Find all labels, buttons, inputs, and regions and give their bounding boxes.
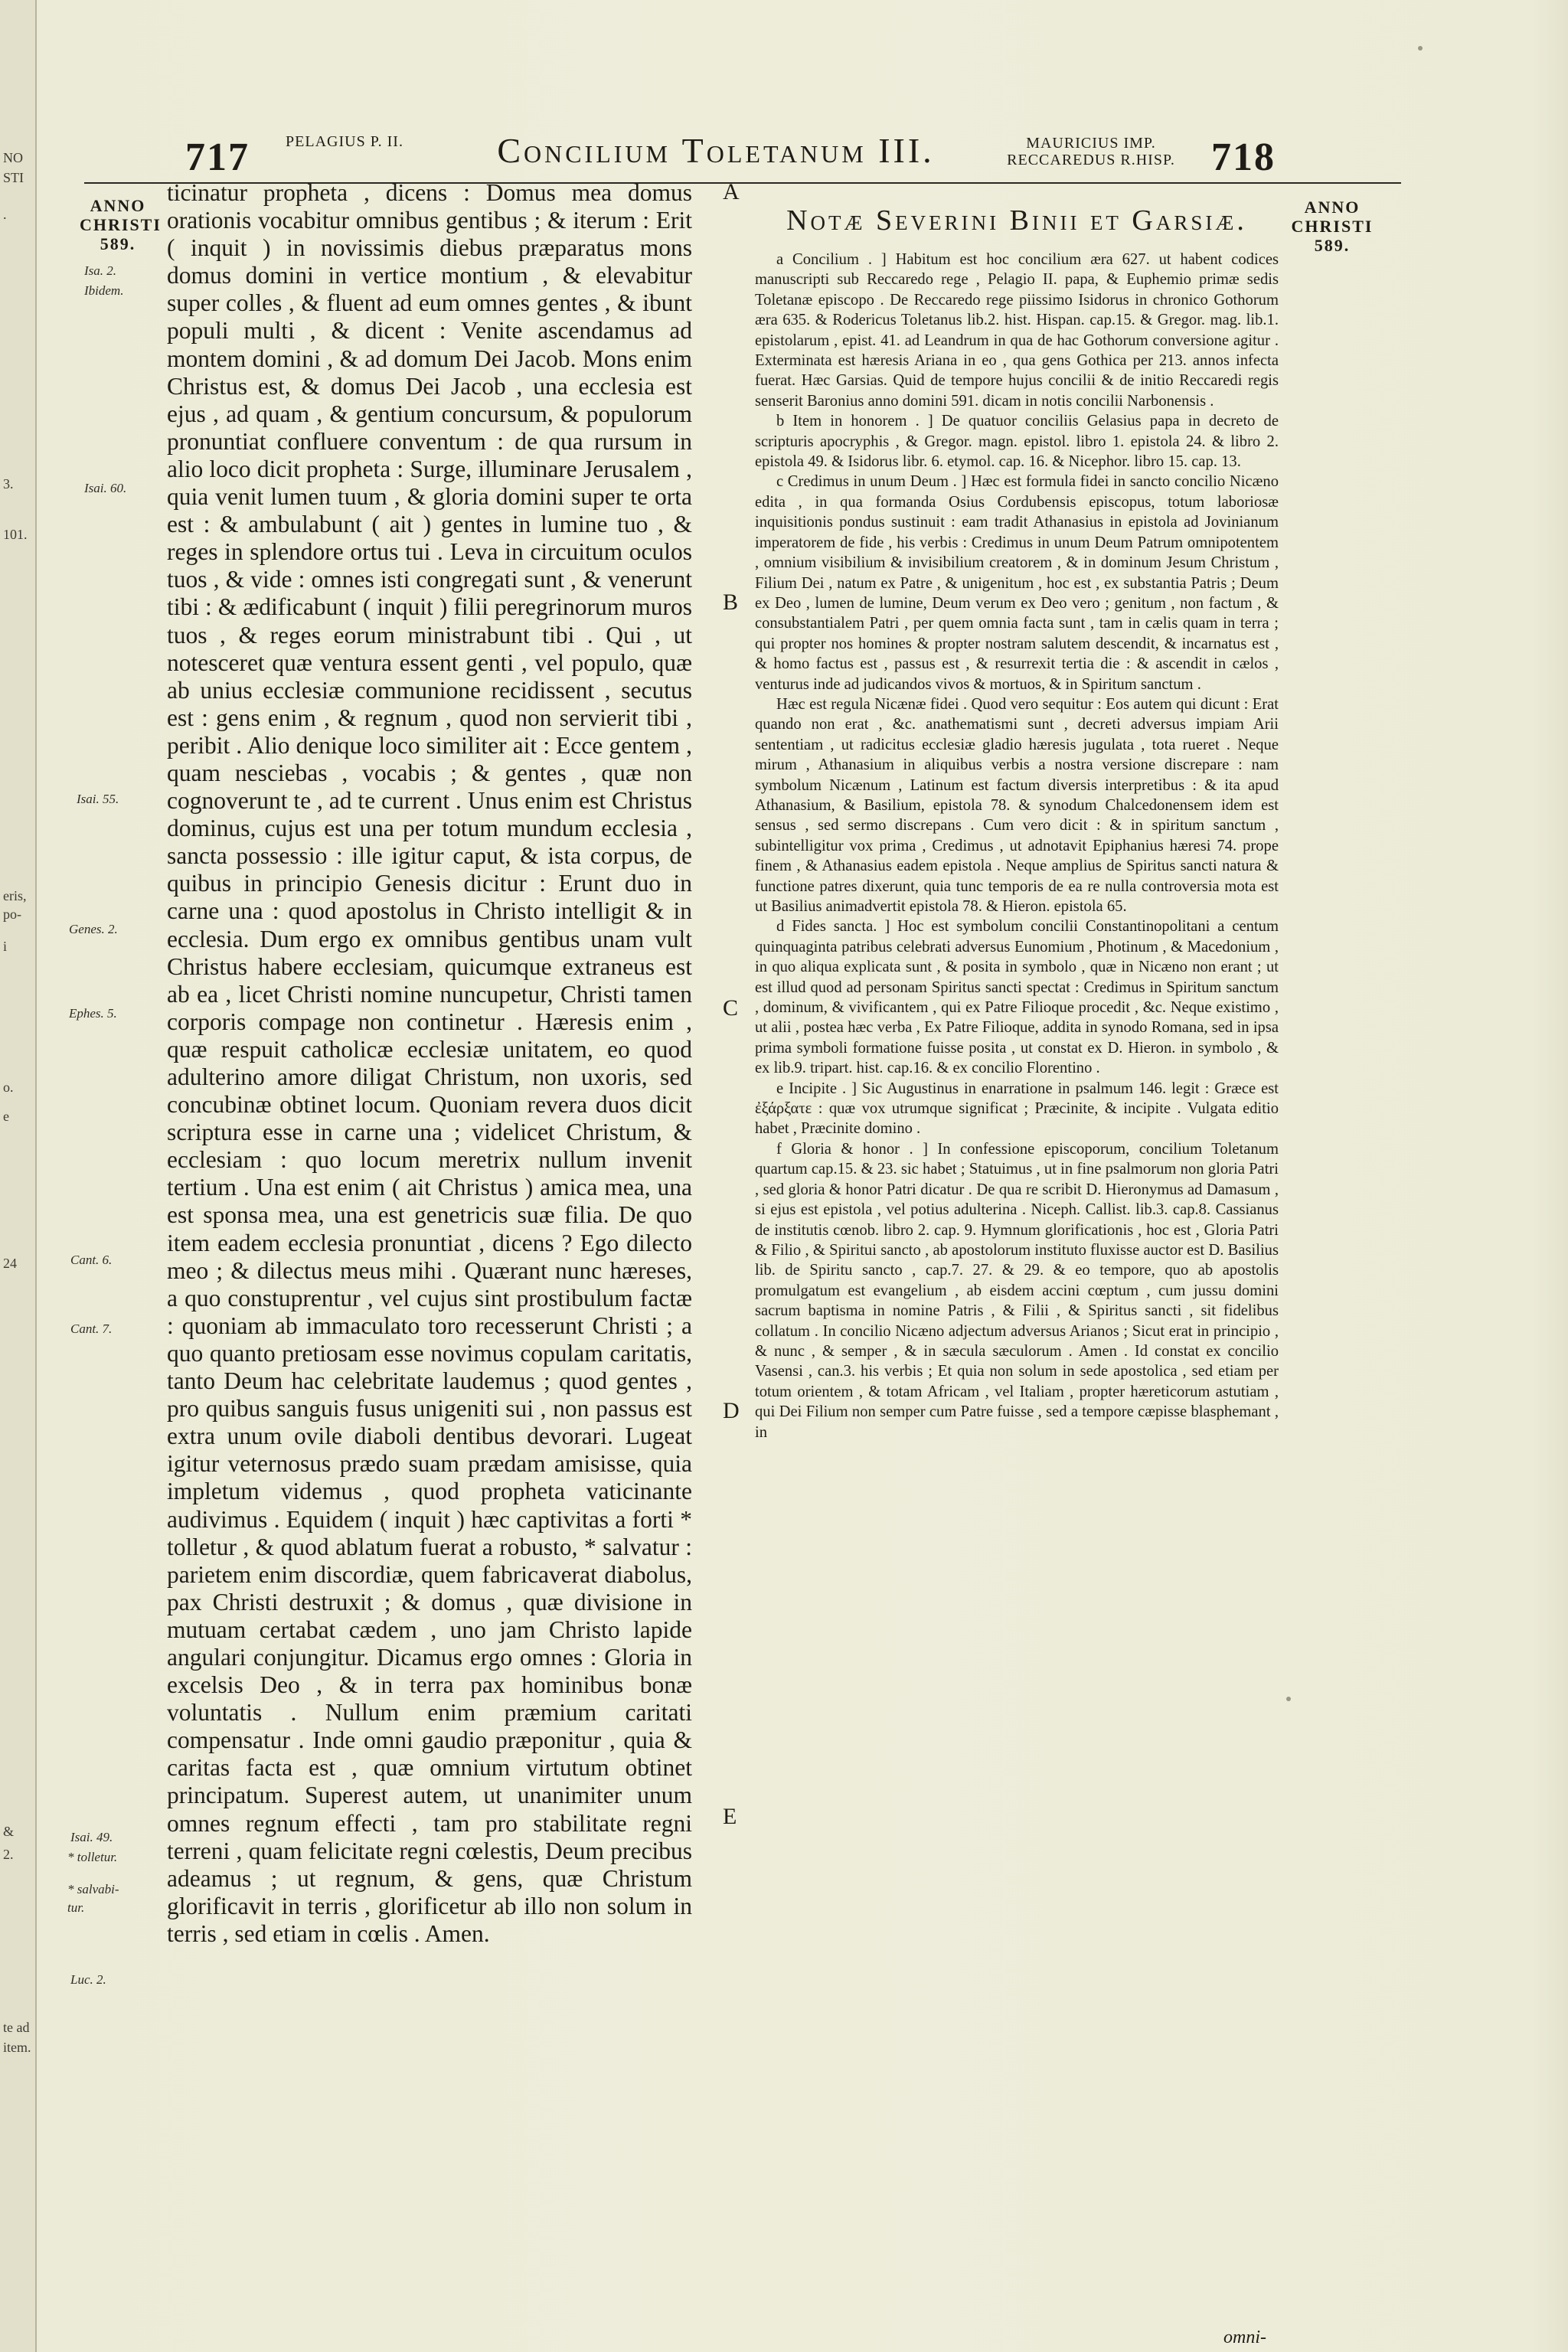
margin-ref: Cant. 6. bbox=[70, 1253, 113, 1267]
note-c-continued: Hæc est regula Nicænæ fidei . Quod vero sequitur : Eos autem qui dicunt : Erat quando non erat , &c. anathematismi sunt , decreti adversus impiam Arii sententiam , ut radicitus ecclesiæ gladio hæresis jugulata , tota rueret . Neque mirum , Athanasium in aliquibus verbis a nostra versione discrepare : nam symbolum Nicænum , Latinum est factum diversis interpretibus : & ita apud Athanasium, & Basilium, epistola 78. & synodum Chalcedonensem idem est sensus , sed sermo discrepans . Cum vero dicit : & in spiritum sanctum , subintelligitur vox prima , Credimus , ut adnotavit Epiphanius hæresi 74. prope finem , & Athanasius eadem epistola . Neque amplius de Spiritus sancti natura & functione patres dixerunt, quia tunc temporis de ea re nulla controversia mota est ut Basilius animadvertit epistola 78. & Hieron. epistola 65. bbox=[755, 695, 1279, 915]
notes-title: Notæ Severini Binii et Garsiæ. bbox=[786, 204, 1247, 237]
prev-fragment: po- bbox=[3, 906, 21, 922]
note-b: b Item in honorem . ] De quatuor conciliis Gelasius papa in decreto de scripturis apocryphis , & Gregor. magn. epistol. libro 1. epistola 24. & libro 2. epistola 49. & Isidorus libr. 6. etymol. cap. 16. & Nicephor. libro 15. cap. 13. bbox=[755, 413, 1279, 471]
margin-ref: tur. bbox=[67, 1900, 85, 1915]
note-a: a Concilium . ] Habitum est hoc concilium æra 627. ut habent codices manuscripti sub Reccaredo rege , Pelagio II. papa, & Euphemio primæ sedis Toletanæ episcopo . De Reccaredo rege piissimo Isidorus in chronico Gothorum æra 635. & Rodericus Toletanus lib.2. hist. Hispan. cap.15. & Gregor. mag. lib.1. epistolarum , epist. 41. ad Leandrum in qua de hac Gothorum conversione agitur . Exterminata est hæresis Ariana in eo , qua gens Gothica per 213. annos infecta fuerat. Hæc Garsias. Quid de tempore hujus concilii & de initio Reccaredi regis senserit Baronius anno domini 591. dicam in notis concilii Narbonensis . bbox=[755, 251, 1279, 410]
margin-ref: Isai. 60. bbox=[84, 481, 127, 495]
prev-fragment: item. bbox=[3, 2040, 31, 2055]
left-running-note: PELAGIUS P. II. bbox=[286, 133, 403, 150]
prev-fragment: . bbox=[3, 207, 7, 222]
page-title: Concilium Toletanum III. bbox=[497, 131, 935, 170]
catchword: omni- bbox=[1223, 2328, 1266, 2347]
previous-page-edge bbox=[0, 0, 37, 2352]
notes-list bbox=[755, 250, 1279, 1442]
margin-ref: Isa. 2. bbox=[84, 263, 117, 278]
prev-fragment: & bbox=[3, 1824, 15, 1839]
right-running-note: MAURICIUS IMP. RECCAREDUS R.HISP. bbox=[1007, 135, 1175, 168]
prev-fragment: 101. bbox=[3, 527, 28, 542]
prev-fragment: STI bbox=[3, 170, 24, 185]
note-e: e Incipite . ] Sic Augustinus in enarratione in psalmum 146. legit : Græce est ἐξάρξατε : quæ vox utrumque significat ; Præcinite, & incipite . Vulgata editio habet , Præcinite domino . bbox=[755, 1080, 1279, 1138]
prev-fragment: NO bbox=[3, 150, 23, 165]
note-f: f Gloria & honor . ] In confessione episcoporum, concilium Toletanum quartum cap.15. & 23. sic habet ; Statuimus , ut in fine psalmorum non gloria Patri , sed gloria & honor Patri dicatur . De qua re scribit D. Hieronymus ad Damasum , si ejus est epistola , vel potius adulterina . Niceph. Callist. lib.3. cap.8. Cassianus de institutis cœnob. libro 2. cap. 9. Hymnum glorificationis , hoc est , Gloria Patri & Filio , & Spiritui sancto , ab apostolorum instituto fluxisse auctor est D. Basilius lib. de Spiritu sancto , cap.7. 27. & 29. & eo tempore, quo ab apostolis promulgatum est evangelium , ab eisdem accini cœptum , cum jussu domini sacrum baptisma in nomine Patris , & Filii , & Spiritus sancti , sit fidelibus collatum . In concilio Nicæno adjectum adversus Arianos ; Sicut erat in principio , & nunc , & semper , & in sæcula sæculorum . Amen . Id constat ex concilio Vasensi , can.3. his verbis ; Et quia non solum in sede apostolica , sed etiam per totum orientem , & totam Africam , vel Italiam , propter hæreticorum astutiam , qui Dei Filium non semper cum Patre fuisse , sed a tempore cæpisse blasphemant , in bbox=[755, 1140, 1279, 1441]
margin-ref: Cant. 7. bbox=[70, 1321, 113, 1336]
margin-ref: Genes. 2. bbox=[69, 922, 118, 936]
margin-ref: * salvabi- bbox=[67, 1882, 119, 1896]
section-letter-a: A bbox=[723, 179, 740, 204]
prev-fragment: i bbox=[3, 939, 8, 954]
right-page-number: 718 bbox=[1211, 136, 1276, 179]
left-page-number: 717 bbox=[185, 136, 250, 179]
paper-speck bbox=[1286, 1697, 1291, 1701]
paper-speck bbox=[1418, 46, 1423, 51]
anno-christi-left: ANNO CHRISTI 589. bbox=[80, 196, 162, 253]
section-letter-e: E bbox=[723, 1804, 737, 1829]
main-text-column bbox=[167, 179, 692, 1948]
prev-fragment: 2. bbox=[3, 1847, 14, 1862]
running-header bbox=[0, 130, 1568, 184]
margin-ref: Ibidem. bbox=[84, 283, 124, 298]
prev-fragment: e bbox=[3, 1109, 9, 1124]
margin-ref: * tolletur. bbox=[67, 1850, 118, 1864]
note-c: c Credimus in unum Deum . ] Hæc est formula fidei in sancto concilio Nicæno edita , in qua formanda Osius Cordubensis episcopus, totum laboriosæ inquisitionis pondus sustinuit : eam tradit Athanasius in epistola ad Jovinianum imperatorem de fide , his verbis : Credimus in unum Deum Patrum omnipotentem , omnium visibilium & invisibilium creatorem , & in dominum Jesum Christum , Filium Dei , natum ex Patre , & unigenitum , hoc est , ex substantia Patris ; Deum ex Deo , lumen de lumine, Deum verum ex Deo vero ; genitum , non factum , & consubstantialem Patri , per quem omnia facta sunt , tam in cælis quam in terra ; qui propter nos homines & propter nostram salutem descendit, & incarnatus est , & homo factus est , passus est , & resurrexit tertia die : & ascendit in cælos , venturus inde ad judicandos vivos & mortuos, & in Spiritum sanctum . bbox=[755, 473, 1279, 693]
prev-fragment: 24 bbox=[3, 1256, 17, 1271]
prev-fragment: eris, bbox=[3, 888, 27, 903]
prev-fragment: te ad bbox=[3, 2020, 30, 2035]
margin-ref: Ephes. 5. bbox=[69, 1006, 117, 1021]
margin-ref: Isai. 49. bbox=[70, 1830, 113, 1844]
section-letter-c: C bbox=[723, 995, 739, 1021]
prev-fragment: o. bbox=[3, 1080, 14, 1095]
note-d: d Fides sancta. ] Hoc est symbolum concilii Constantinopolitani a centum quinquaginta patribus celebrati adversus Eunomium , Photinum , & Macedonium , in quo aliqua explicata sunt , & posita in symbolo , quæ in Nicæno non erant ; ut est illud quod ad personam Spiritus sancti spectat : Credimus in Spiritum sanctum , dominum, & vivificantem , qui ex Patre Filioque procedit , &c. Neque existimo , ut alii , postea hæc verba , Ex Patre Filioque, addita in synodo Romana, sed in ipsa prima symboli formatione fuisse posita , ut constat ex D. Hieron. in symbolo , & ex lib.9. tripart. hist. cap.16. & ex concilio Florentino . bbox=[755, 918, 1279, 1077]
prev-fragment: 3. bbox=[3, 476, 14, 492]
anno-christi-right: ANNO CHRISTI 589. bbox=[1291, 198, 1374, 255]
margin-ref: Isai. 55. bbox=[77, 792, 119, 806]
main-text: ticinatur propheta , dicens : Domus mea domus orationis vocabitur omnibus gentibus ; & iterum : Erit ( inquit ) in novissimis diebus præparatus mons domus domini in vertice montium , & elevabitur super colles , & fluent ad eum omnes gentes , & ibunt populi multi , & dicent : Venite ascendamus ad montem domini , & ad domum Dei Jacob. Mons enim Christus est, & domus Dei Jacob , una ecclesia est ejus , ad quam , & gentium concursum, & populorum pronuntiat confluere conventum : de qua rursum in alio loco dicit propheta : Surge, illuminare Jerusalem , quia venit lumen tuum , & gloria domini super te orta est : & ambulabunt ( ait ) gentes in lumine tuo , & reges in splendore ortus tui . Leva in circuitum oculos tuos , & vide : omnes isti congregati sunt , & venerunt tibi : & ædificabunt ( inquit ) filii peregrinorum muros tuos , & reges eorum ministrabunt tibi . Qui , ut notesceret quæ ventura essent genti , vel populo, quæ ab unius ecclesiæ communione recidissent , secutus est : gens enim , & regnum , quod non servierit tibi , peribit . Alio denique loco similiter ait : Ecce gentem , quam nesciebas , vocabis ; & gentes , quæ non cognoverunt te , ad te current . Unus enim est Christus dominus, cujus est una per totum mundum ecclesia , sancta possessio : ille igitur caput, & ista corpus, de quibus in principio Genesis dicitur : Erunt duo in carne una : quod apostolus in Christo intelligit & in ecclesia. Dum ergo ex omnibus gentibus unam vult Christus habere ecclesiam, quicumque extraneus est ab ea , licet Christi nomine nuncupetur, Christi tamen corporis compage non continetur . Hæresis enim , quæ respuit catholicæ ecclesiæ unitatem, eo quod adulterino amore diligat Christum, non uxoris, sed concubinæ obtinet locum. Quoniam revera duos dicit scriptura esse in carne una ; videlicet Christum, & ecclesiam : quo locum meretrix nullum invenit tertium . Una est enim ( ait Christus ) amica mea, una est sponsa mea, una est genetricis suæ filia. De quo item eadem ecclesia pronuntiat , dicens ? Ego dilecto meo ; & dilectus meus mihi . Quærant nunc hæreses, a quo constuprentur , vel cujus sint prostibulum factæ : quoniam ab immaculato toro recesserunt Christi ; a quo quanto pretiosam esse novimus copulam caritatis, tanto Deum hac celebritate laudemus ; quod gentes , pro quibus sanguis fusus unigeniti sui , non passus est extra unum ovile diaboli dentibus devorari. Lugeat igitur veternosus prædo suam prædam amisisse, quia impletum videmus , quod propheta vaticinante audivimus . Equidem ( inquit ) hæc captivitas a forti * tolletur , & quod ablatum fuerat a robusto, * salvatur : parietem enim discordiæ, quem fabricaverat diabolus, pax Christi destruxit ; & domus , quæ divisione in mutuam certabat cædem , uno jam Christo lapide angulari conjungitur. Dicamus ergo omnes : Gloria in excelsis Deo , & in terra pax hominibus bonæ voluntatis . Nullum enim præmium caritati compensatur . Inde omni gaudio præponitur , quia & caritas facta est , quæ omnium virtutum obtinet principatum. Superest autem, ut unanimiter unum omnes regnum effecti , tam pro stabilitate regni terreni , quam felicitate regni cœlestis, Deum precibus adeamus ; ut regnum, & gens, quæ Christum glorificavit in terris , glorificetur ab illo non solum in terris , sed etiam in cœlis . Amen. bbox=[167, 179, 692, 1947]
section-letter-b: B bbox=[723, 590, 739, 615]
margin-ref: Luc. 2. bbox=[70, 1972, 106, 1987]
notes-column bbox=[755, 204, 1279, 1442]
section-letter-d: D bbox=[723, 1398, 740, 1423]
